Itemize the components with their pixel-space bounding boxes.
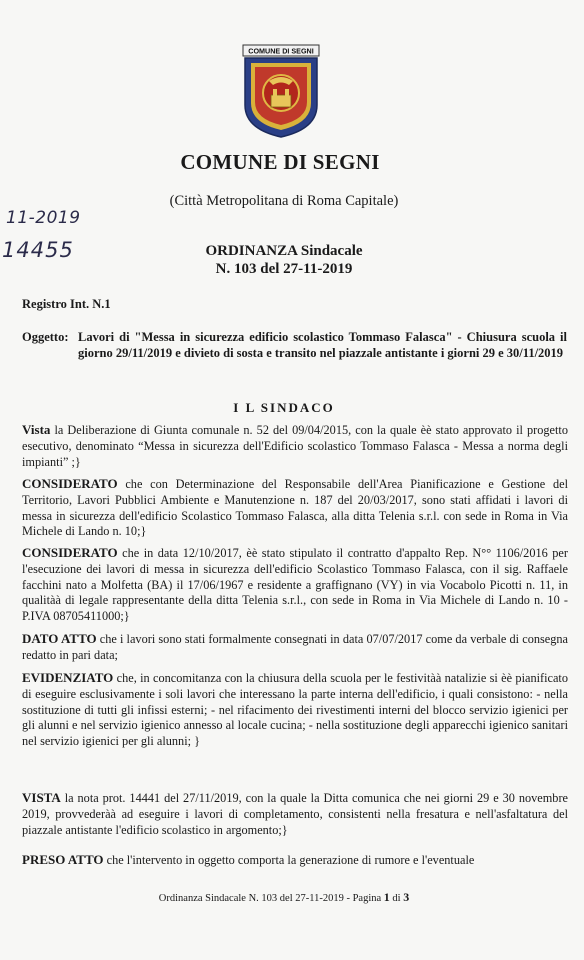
paragraph-lead: EVIDENZIATO <box>22 670 114 685</box>
paragraph-vista-nota <box>22 790 568 838</box>
paragraph-dato-atto <box>22 631 568 664</box>
paragraph-lead: CONSIDERATO <box>22 476 118 491</box>
mayor-heading: I L SINDACO <box>233 400 335 415</box>
footer-of: di <box>389 893 404 904</box>
ordinance-number: N. 103 del 27-11-2019 <box>215 261 353 277</box>
page-footer <box>0 890 568 905</box>
paragraph-lead: Vista <box>22 422 51 437</box>
paragraph-text: che l'intervento in oggetto comporta la generazione di rumore e l'eventuale <box>103 853 475 867</box>
paragraph-text: che con Determinazione del Responsabile dell'Area Pianificazione e Gestione del Territorio, Lavori Pubblici Ambiente e Manutenzione n. 187 del 20/03/2017, sono stati affidati i lavori di messa in sicurezza dell'edificio Scolastico Tommaso Falasca, alla ditta Telenia s.r.l. con sede in Roma in Via Michele di Lando n. 10;} <box>22 477 568 539</box>
ordinance-heading: ORDINANZA Sindacale <box>205 243 363 259</box>
paragraph-text: la nota prot. 14441 del 27/11/2019, con la quale la Ditta comunica che nei giorni 29 e 30 novembre 2019, provvederàà ad eseguire i lavori di completamento, consistenti nella fresatura e nell'asfaltatura del piazzale antistante l'edificio scolastico in argomento;} <box>22 791 568 837</box>
register-number: Registro Int. N.1 <box>22 297 111 311</box>
paragraph-vista <box>22 422 568 470</box>
paragraph-lead: VISTA <box>22 790 61 805</box>
footer-page-total: 3 <box>403 890 410 904</box>
paragraph-lead: PRESO ATTO <box>22 852 104 867</box>
paragraph-text: che in data 12/10/2017, èè stato stipulato il contratto d'appalto Rep. N°° 1106/2016 per l'esecuzione dei lavori di messa in sicurezza dell'edificio Scolastico Tommaso Falasca, con il sig. Raffaele facchini nato a Molfetta (BA) il 17/06/1967 e residente a graffignano (VY) in via Vocabolo Picotti n. 11, in qualitàà di legale rappresentante della ditta Telenia s.r.l., con sede in Roma in Via Michele di Lando n. 10 - P.IVA 08705411000;} <box>22 546 568 624</box>
page-title: COMUNE DI SEGNI <box>180 150 380 174</box>
paragraph-considerato-2 <box>22 545 568 625</box>
paragraph-preso-atto <box>22 852 568 869</box>
paragraph-considerato-1 <box>22 476 568 540</box>
footer-prefix: Ordinanza Sindacale N. 103 del 27-11-2019 - Pagina <box>158 893 384 904</box>
paragraph-lead: CONSIDERATO <box>22 545 118 560</box>
subject-label: Oggetto: <box>22 330 69 344</box>
paragraph-text: che, in concomitanza con la chiusura della scuola per le festivitàà natalizie si èè pianificato di eseguire esclusivamente i soli lavori che interessano la parte interna dell'edificio, i quali consistono: - nella sostituzione di tutti gli infissi esterni; - nel rifacimento dei rivestimenti interni del blocco servizio igienici per gli alunni e nel servizio igienico annesso al locale cucina; - nella sostituzione degli apparecchi igienico sanitari nel servizio igienici per gli alunni; } <box>22 671 568 749</box>
subject-block <box>22 330 567 361</box>
page-subtitle: (Città Metropolitana di Roma Capitale) <box>169 193 399 209</box>
footer-page-number: 1 <box>383 890 390 904</box>
paragraph-lead: DATO ATTO <box>22 631 97 646</box>
paragraph-evidenziato <box>22 670 568 750</box>
handwritten-number: 14455 <box>2 238 74 262</box>
municipal-crest-logo <box>241 43 321 139</box>
paragraph-text: che i lavori sono stati formalmente consegnati in data 07/07/2017 come da verbale di consegna redatto in pari data; <box>22 632 568 662</box>
crest-banner-text: COMUNE DI SEGNI <box>248 46 314 56</box>
subject-text: Lavori di "Messa in sicurezza edificio scolastico Tommaso Falasca" - Chiusura scuola il giorno 29/11/2019 e divieto di sosta e transito nel piazzale antistante i giorni 29 e 30/11/2019 <box>78 330 567 360</box>
handwritten-date: 11-2019 <box>6 208 81 228</box>
paragraph-text: la Deliberazione di Giunta comunale n. 52 del 09/04/2015, con la quale èè stato approvato il progetto esecutivo, denominato “Messa in sicurezza dell'Edificio scolastico Tommaso Falasca - Messa a norma degli impianti” ;} <box>22 423 568 469</box>
